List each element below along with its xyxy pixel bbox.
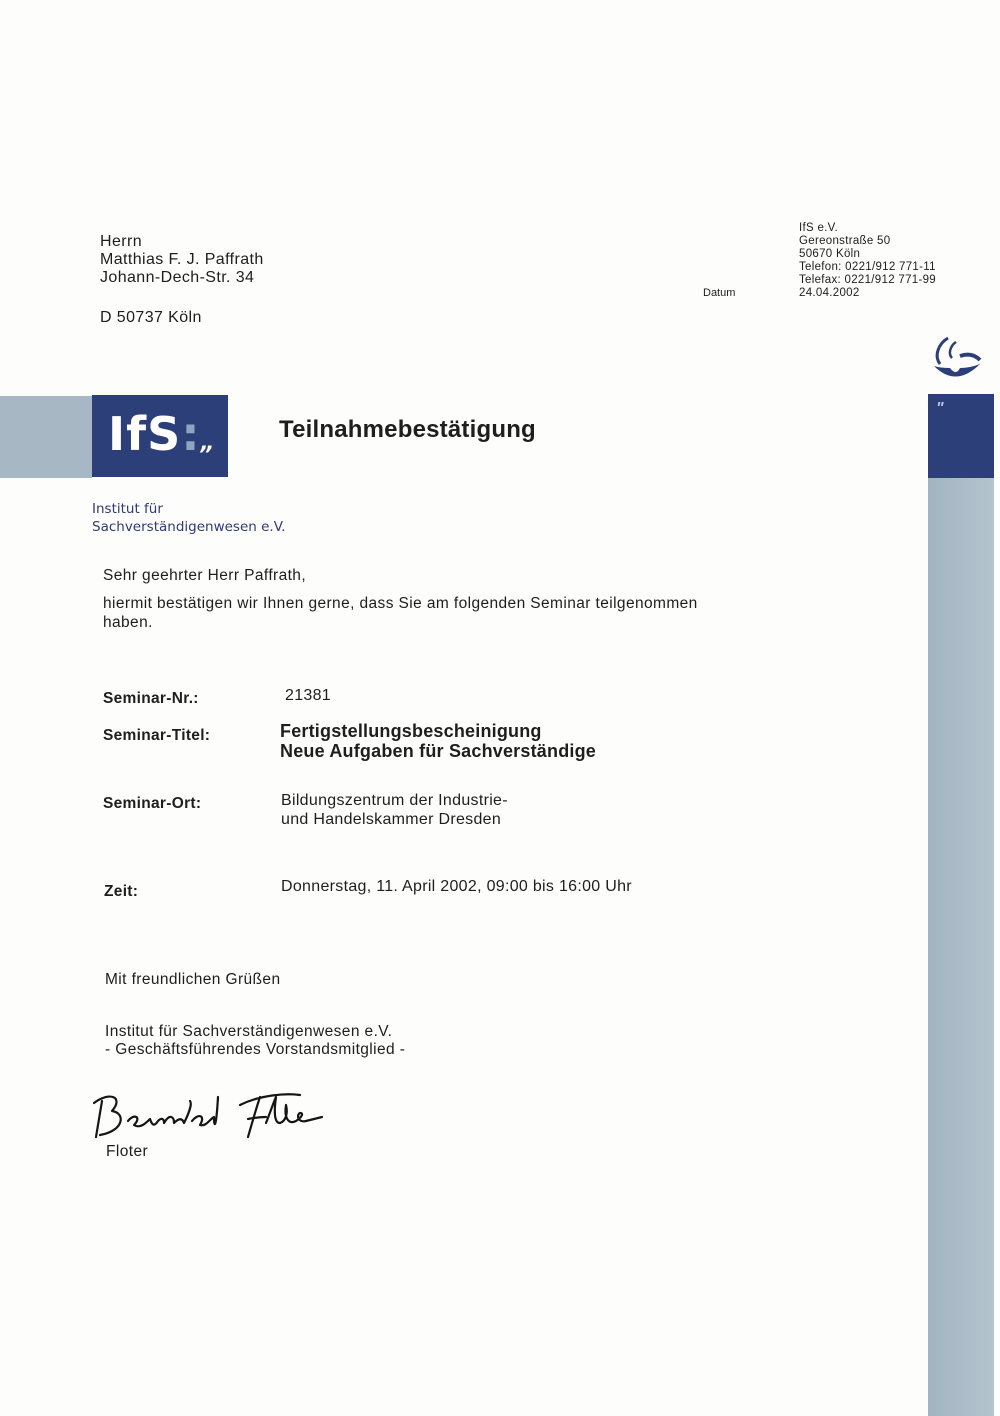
closing-regards: Mit freundlichen Grüßen — [105, 971, 281, 988]
intro-paragraph — [103, 594, 763, 632]
brand-emblem-icon — [930, 332, 982, 384]
letter-date: 24.04.2002 — [799, 287, 860, 299]
seminar-title-label: Seminar-Titel: — [103, 727, 211, 744]
signer-name: Floter — [106, 1143, 149, 1160]
ifs-logo-text — [108, 404, 216, 474]
recipient-street: Johann-Dech-Str. 34 — [100, 269, 255, 286]
header-band-left — [0, 396, 92, 478]
sender-fax: Telefax: 0221/912 771-99 — [799, 274, 936, 286]
seminar-number-label: Seminar-Nr.: — [103, 690, 199, 707]
seminar-location-line-2: und Handelskammer Dresden — [281, 811, 502, 828]
recipient-name: Matthias F. J. Paffrath — [100, 251, 264, 268]
sender-street: Gereonstraße 50 — [799, 235, 891, 247]
intro-line-1: hiermit bestätigen wir Ihnen gerne, dass Sie am folgenden Seminar teilgenommen — [103, 595, 698, 612]
institute-name — [92, 500, 286, 536]
seminar-title — [280, 721, 596, 761]
seminar-title-line-1: Fertigstellungsbescheinigung — [280, 721, 542, 741]
sender-phone: Telefon: 0221/912 771-11 — [799, 261, 936, 273]
date-label: Datum — [703, 287, 736, 299]
recipient-salutation: Herrn — [100, 233, 143, 250]
intro-line-2: haben. — [103, 614, 153, 631]
seminar-location — [281, 791, 508, 829]
institute-line-2: Sachverständigenwesen e.V. — [92, 519, 286, 535]
seminar-time-label: Zeit: — [104, 883, 139, 900]
signature-organization — [105, 1023, 405, 1059]
logo-letters: IfS — [108, 407, 182, 461]
document-title: Teilnahmebestätigung — [279, 416, 536, 443]
logo-colon: : — [181, 407, 201, 461]
seminar-time: Donnerstag, 11. April 2002, 09:00 bis 16:00 Uhr — [281, 878, 632, 895]
seminar-location-line-1: Bildungszentrum der Industrie- — [281, 792, 508, 809]
seminar-number: 21381 — [285, 687, 331, 704]
recipient-city: D 50737 Köln — [100, 309, 202, 326]
seminar-location-label: Seminar-Ort: — [103, 795, 202, 812]
greeting: Sehr geehrter Herr Paffrath, — [103, 567, 307, 584]
side-band-light — [928, 478, 994, 1416]
handwritten-signature — [90, 1083, 330, 1145]
recipient-address — [100, 233, 264, 287]
side-band-mark: " — [936, 400, 945, 417]
institute-line-1: Institut für — [92, 501, 163, 517]
signature-role: - Geschäftsführendes Vorstandsmitglied - — [105, 1041, 406, 1058]
sender-address — [799, 222, 936, 300]
sender-name: IfS e.V. — [799, 222, 839, 234]
signature-org-name: Institut für Sachverständigenwesen e.V. — [105, 1023, 393, 1040]
logo-quote-mark: „ — [200, 431, 216, 456]
sender-city: 50670 Köln — [799, 248, 861, 260]
seminar-title-line-2: Neue Aufgaben für Sachverständige — [280, 741, 597, 761]
